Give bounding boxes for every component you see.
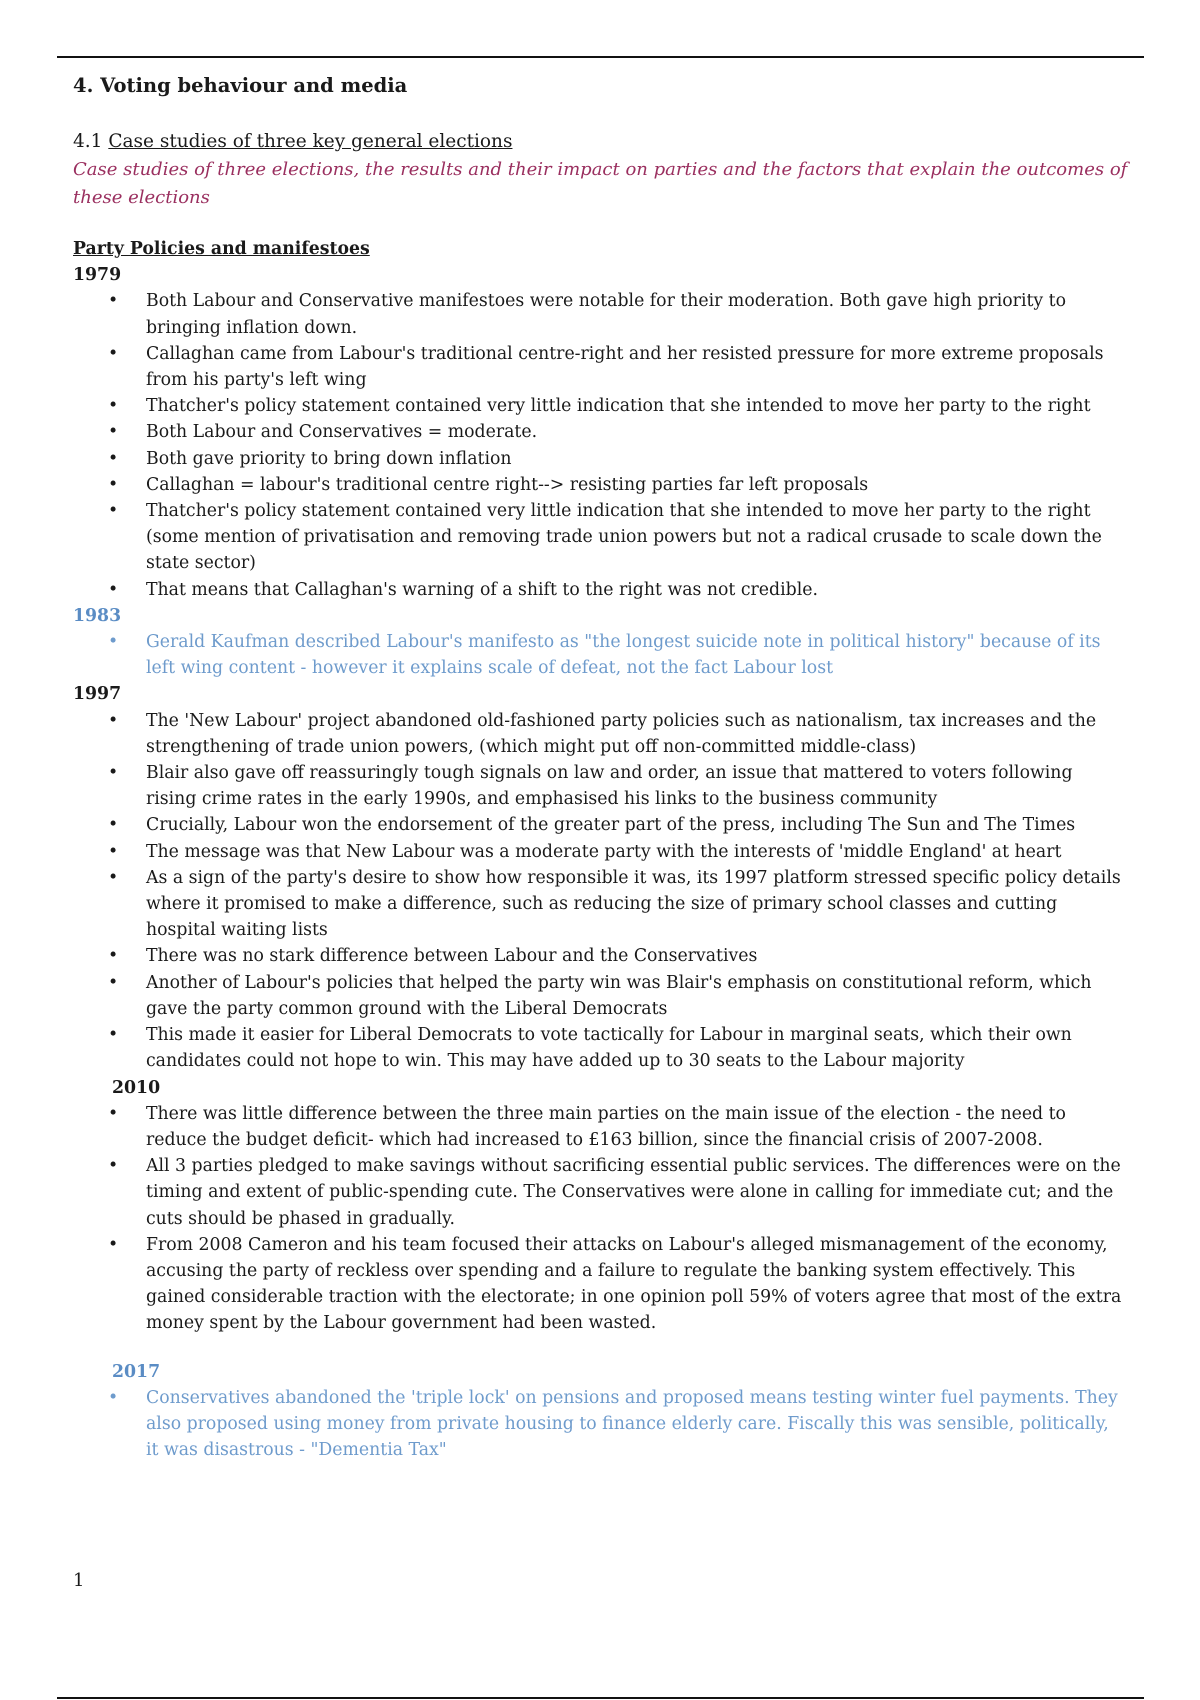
list-item: [73, 865, 1133, 944]
list-item-text: Both Labour and Conservatives = moderate.: [146, 422, 538, 443]
bullet-list-1979: [73, 288, 1133, 602]
document-body: [73, 72, 1133, 1463]
subheading: Party Policies and manifestoes: [73, 239, 370, 259]
page-number: 1: [73, 1570, 85, 1591]
page-title: 4. Voting behaviour and media: [73, 74, 408, 97]
list-item-text: As a sign of the party's desire to show how responsible it was, its 1997 platform stressed specific policy details where it promised to make a difference, such as reducing the size of primary school classes and cutting hospital waiting lists: [146, 867, 1121, 941]
year-heading-1997: 1997: [73, 684, 122, 705]
list-item-text: Both gave priority to bring down inflation: [146, 448, 512, 469]
bullet-icon: •: [108, 474, 119, 495]
list-item-text: Crucially, Labour won the endorsement of the greater part of the press, including The Sun and The Times: [146, 815, 1076, 836]
list-item: [73, 1385, 1133, 1464]
bullet-list-2017: [73, 1385, 1133, 1464]
list-item: [73, 1153, 1133, 1232]
list-item: [73, 288, 1133, 340]
list-item: [73, 393, 1133, 419]
top-rule: [57, 56, 1144, 58]
list-item-text: Gerald Kaufman described Labour's manifesto as "the longest suicide note in political history" because of its left wing content - however it explains scale of defeat, not the fact Labour lost: [146, 632, 1101, 679]
list-item: [73, 708, 1133, 760]
section-title: Case studies of three key general elections: [108, 131, 513, 152]
year-sections: [73, 262, 1133, 1463]
list-item-text: Both Labour and Conservative manifestoes were notable for their moderation. Both gave high priority to bringing inflation down.: [146, 291, 1067, 338]
list-item-text: Another of Labour's policies that helped the party win was Blair's emphasis on constitutional reform, which gave the party common ground with the Liberal Democrats: [146, 972, 1092, 1019]
year-heading-1983: 1983: [73, 605, 122, 626]
bullet-icon: •: [108, 841, 119, 862]
bullet-list-1997: [73, 708, 1133, 1075]
section-number: 4.1: [73, 131, 103, 152]
bullet-icon: •: [108, 867, 119, 888]
list-item: [73, 1232, 1133, 1337]
list-item: [73, 812, 1133, 838]
list-item: [73, 446, 1133, 472]
bullet-icon: •: [108, 1387, 119, 1408]
year-heading-1979: 1979: [73, 265, 122, 286]
list-item: [73, 498, 1133, 577]
bullet-icon: •: [108, 946, 119, 967]
list-item: [73, 1101, 1133, 1153]
bullet-icon: •: [108, 763, 119, 784]
list-item-text: That means that Callaghan's warning of a shift to the right was not credible.: [146, 579, 818, 600]
bullet-icon: •: [108, 422, 119, 443]
list-item-text: Thatcher's policy statement contained very little indication that she intended to move her party to the right (some mention of privatisation and removing trade union powers but not a radical crusade to scale down the state sector): [146, 501, 1102, 574]
list-item-text: The 'New Labour' project abandoned old-fashioned party policies such as nationalism, tax increases and the strengthening of trade union powers, (which might put off non-committed middle-class): [146, 710, 1097, 757]
bullet-icon: •: [108, 448, 119, 469]
bullet-icon: •: [108, 396, 119, 417]
list-item: [73, 419, 1133, 445]
bottom-rule: [57, 1697, 1144, 1699]
list-item: [73, 629, 1133, 681]
bullet-icon: •: [108, 501, 119, 522]
list-item-text: Callaghan came from Labour's traditional centre-right and her resisted pressure for more extreme proposals from his party's left wing: [146, 343, 1104, 391]
list-item: [73, 341, 1133, 393]
year-heading-2017: 2017: [112, 1361, 161, 1382]
list-item-text: Callaghan = labour's traditional centre right--> resisting parties far left proposals: [146, 474, 869, 495]
bullet-list-2010: [73, 1101, 1133, 1337]
list-item-text: Conservatives abandoned the 'triple lock' on pensions and proposed means testing winter fuel payments. They also proposed using money from private housing to finance elderly care. Fiscally this was sensible, politically, it was disastrous - "Dementia Tax": [146, 1387, 1118, 1461]
list-item: [73, 760, 1133, 812]
list-item-text: Blair also gave off reassuringly tough signals on law and order, an issue that mattered to voters following rising crime rates in the early 1990s, and emphasised his links to the business community: [146, 763, 1073, 810]
list-item-text: There was little difference between the three main parties on the main issue of the election - the need to reduce the budget deficit- which had increased to £163 billion, since the financial crisis of 2007-2008.: [146, 1103, 1066, 1150]
list-item-text: This made it easier for Liberal Democrats to vote tactically for Labour in marginal seats, which their own candidates could not hope to win. This may have added up to 30 seats to the Labour majority: [146, 1025, 1072, 1072]
list-item: [73, 943, 1133, 969]
list-item: [73, 1022, 1133, 1074]
list-item: [73, 970, 1133, 1022]
bullet-icon: •: [108, 1025, 119, 1046]
bullet-icon: •: [108, 972, 119, 993]
section-description: Case studies of three elections, the results and their impact on parties and the factors that explain the outcomes of these elections: [73, 159, 1128, 208]
bullet-icon: •: [108, 710, 119, 731]
bullet-icon: •: [108, 343, 119, 364]
year-heading-2010: 2010: [112, 1077, 161, 1098]
bullet-icon: •: [108, 1103, 119, 1124]
list-item: [73, 577, 1133, 603]
list-item-text: There was no stark difference between Labour and the Conservatives: [146, 946, 758, 967]
bullet-icon: •: [108, 579, 119, 600]
bullet-icon: •: [108, 632, 119, 653]
bullet-icon: •: [108, 1234, 119, 1255]
bullet-icon: •: [108, 291, 119, 312]
list-item: [73, 839, 1133, 865]
section-heading: [73, 128, 1133, 156]
bullet-list-1983: [73, 629, 1133, 681]
bullet-icon: •: [108, 1156, 119, 1177]
list-item-text: All 3 parties pledged to make savings without sacrificing essential public services. The differences were on the timing and extent of public-spending cute. The Conservatives were alone in calling for immediate cut; and the cuts should be phased in gradually.: [146, 1156, 1121, 1229]
list-item: [73, 472, 1133, 498]
list-item-text: The message was that New Labour was a moderate party with the interests of 'middle England' at heart: [146, 841, 1062, 862]
bullet-icon: •: [108, 815, 119, 836]
list-item-text: Thatcher's policy statement contained very little indication that she intended to move her party to the right: [146, 396, 1091, 417]
list-item-text: From 2008 Cameron and his team focused their attacks on Labour's alleged mismanagement of the economy, accusing the party of reckless over spending and a failure to regulate the banking system effectively. This gained considerable traction with the electorate; in one opinion poll 59% of voters agree that most of the extra money spent by the Labour government had been wasted.: [146, 1234, 1122, 1334]
